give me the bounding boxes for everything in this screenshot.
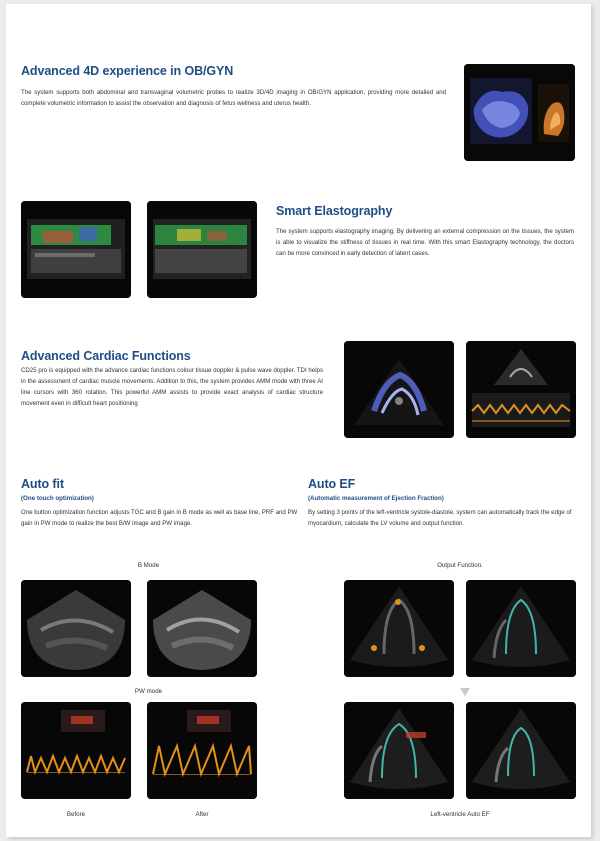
brochure-page xyxy=(6,4,591,837)
ef-output-image-1 xyxy=(344,580,454,677)
autofit-title: Auto fit xyxy=(21,477,64,491)
cardiac-title: Advanced Cardiac Functions xyxy=(21,349,191,363)
ob-gyn-text: The system supports both abdominal and transvaginal volumetric probes to realize 3D/4D imaging in OB/GYN application, providing more detailed and complete volumetric information to assist the observation and diagnosis of fetus wellness and uterus health. xyxy=(21,89,446,107)
autofit-text: One button optimization function adjusts TGC and B gain in B mode as well as base line, PRF and PW gain in PW mode to realize the best B/W image and PW image. xyxy=(21,509,298,527)
before-caption: Before xyxy=(66,811,86,818)
elastography-image-2 xyxy=(147,201,257,298)
autoef-title: Auto EF xyxy=(308,477,356,491)
pwmode-caption: PW mode xyxy=(134,688,163,695)
output-function-caption: Output Function. xyxy=(437,562,483,569)
down-arrow-icon xyxy=(460,688,470,696)
pw-before-image xyxy=(21,702,131,799)
pw-after-image xyxy=(147,702,257,799)
ef-tracking-image-2 xyxy=(466,702,576,799)
bmode-before-image xyxy=(21,580,131,677)
cardiac-text: CD25 pro is equipped with the advance cardiac functions colour tissue doppler & pulse wave doppler. TDI helps in the assessment of cardiac muscle movements. Addition to this, the system provides AMM mode with three AI line cursors with 360 rotation. This powerful AMM assists to provide exact analysis of cardiac structure movement even in difficult heart positioning xyxy=(21,367,323,407)
autoef-text: By setting 3 points of the left-ventricle systole-diastole, system can automatically track the edge of myocardium, calculate the LV volume and output function. xyxy=(308,509,572,527)
ef-tracking-image-1 xyxy=(344,702,454,799)
cardiac-amm-image xyxy=(466,341,576,438)
after-caption: After xyxy=(195,811,209,818)
bmode-after-image xyxy=(147,580,257,677)
elastography-title: Smart Elastography xyxy=(276,204,393,218)
bmode-caption: B Mode xyxy=(137,562,160,569)
ob-gyn-4d-image xyxy=(464,64,575,161)
autoef-subtitle: (Automatic measurement of Ejection Fraction) xyxy=(308,495,444,502)
elastography-image-1 xyxy=(21,201,131,298)
cardiac-tdi-image xyxy=(344,341,454,438)
lv-auto-ef-caption: Left-ventricle Auto EF xyxy=(430,811,490,818)
ob-gyn-title: Advanced 4D experience in OB/GYN xyxy=(21,64,234,78)
autofit-subtitle: (One touch optimization) xyxy=(21,495,94,502)
ef-output-image-2 xyxy=(466,580,576,677)
elastography-text: The system supports elastography imaging. By delivering an external compression on the tissues, the system is able to visualize the stiffness of tissues in real time. With this smart Elastography technology, the doctors can be more convinced in early detection of latent cases. xyxy=(276,228,574,257)
